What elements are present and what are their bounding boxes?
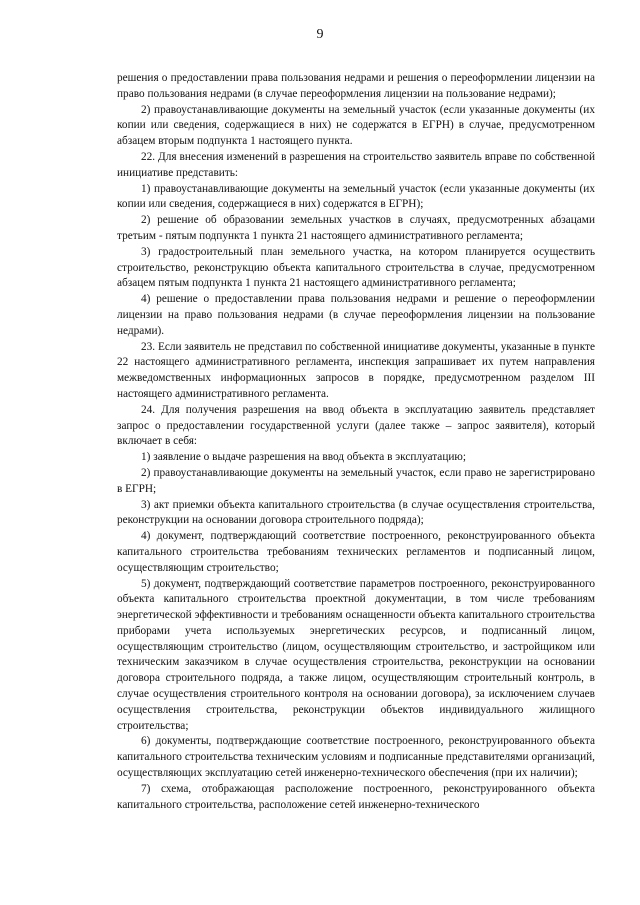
paragraph-continuation: решения о предоставлении права пользования недрами и решения о переоформлении лицензии на право пользования недрами (в случае переоформления лицензии на пользование недрами); — [117, 72, 595, 100]
paragraph: 1) правоустанавливающие документы на земельный участок (если указанные документы (их копии или сведения, содержащиеся в них) содержатся в ЕГРН); — [117, 182, 595, 211]
paragraph-section-24: 24. Для получения разрешения на ввод объекта в эксплуатацию заявитель представляет запрос о предоставлении государственной услуги (далее также – запрос заявителя), который включает в себя: — [117, 403, 595, 448]
page-number: 9 — [316, 27, 324, 42]
paragraph-section-22: 22. Для внесения изменений в разрешения на строительство заявитель вправе по собственной инициативе представить: — [117, 150, 595, 179]
document-body — [117, 71, 595, 813]
paragraph: 4) документ, подтверждающий соответствие построенного, реконструированного объекта капитального строительства требованиям технических регламентов и подписанный лицом, осуществляющим строительство; — [117, 530, 595, 574]
paragraph: 4) решение о предоставлении права пользования недрами и решение о переоформлении лицензии на право пользования недрами (в случае переоформления лицензии на пользование недрами). — [117, 293, 595, 337]
paragraph: 3) акт приемки объекта капитального строительства (в случае осуществления строительства, реконструкции на основании договора строительного подряда); — [117, 498, 595, 527]
paragraph: 3) градостроительный план земельного участка, на котором планируется осуществить строительство, реконструкцию объекта капитального строительства в случае, предусмотренном абзацем пятым подпункта 1 пункта 21 настоящего административного регламента; — [117, 245, 595, 290]
paragraph: 2) решение об образовании земельных участков в случаях, предусмотренных абзацами третьим - пятым подпункта 1 пункта 21 настоящего административного регламента; — [117, 214, 595, 242]
paragraph: 7) схема, отображающая расположение построенного, реконструированного объекта капитального строительства, расположение сетей инженерно-технического — [117, 782, 595, 811]
paragraph: 6) документы, подтверждающие соответствие построенного, реконструированного объекта капитального строительства техническим условиям и подписанные представителями организаций, осуществляющих эксплуатацию сетей инженерно-технического обеспечения (при их наличии); — [117, 735, 595, 780]
paragraph: 5) документ, подтверждающий соответствие параметров построенного, реконструированного объекта капитального строительства проектной документации, в том числе требованиям энергетической эффективности и требованиям оснащенности объекта капитального строительства приборами учета используемых энергетических ресурсов, и подписанный лицом, осуществляющим строительство (лицом, осуществляющим строительство, и застройщиком или техническим заказчиком в случае осуществления строительства, реконструкции на основании договора строительного подряда, а также лицом, осуществляющим строительный контроль, в случае осуществления строительного контроля на основании договора), за исключением случаев осуществления строительства, реконструкции объектов индивидуального жилищного строительства; — [117, 577, 595, 732]
paragraph: 2) правоустанавливающие документы на земельный участок (если указанные документы (их копии или сведения, содержащиеся в них) не содержатся в ЕГРН) в случае, предусмотренном абзацем вторым подпункта 1 настоящего пункта. — [117, 103, 595, 148]
paragraph: 2) правоустанавливающие документы на земельный участок, если право не зарегистрировано в ЕГРН; — [117, 466, 595, 495]
paragraph: 1) заявление о выдаче разрешения на ввод объекта в эксплуатацию; — [141, 451, 466, 464]
paragraph-section-23: 23. Если заявитель не представил по собственной инициативе документы, указанные в пункте 22 настоящего административного регламента, инспекция запрашивает их путем направления межведомственных информационных запросов в порядке, предусмотренном разделом III настоящего административного регламента. — [117, 340, 595, 400]
